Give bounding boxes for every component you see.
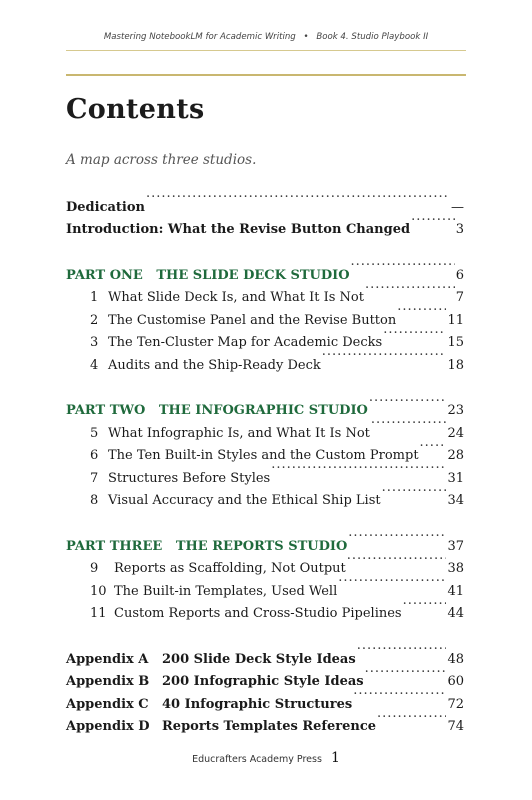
toc-page-number: 37 — [447, 538, 464, 554]
chapter-title: The Ten-Cluster Map for Academic Decks — [108, 335, 383, 350]
toc-page-number: 31 — [447, 470, 464, 486]
chapter-number: 8 — [90, 493, 99, 508]
dot-leader — [371, 414, 447, 437]
dot-leader — [420, 437, 447, 460]
toc-page-number: 15 — [447, 335, 464, 350]
page-title: Contents — [66, 94, 205, 125]
toc-page-number: 60 — [447, 674, 464, 689]
dot-leader — [146, 188, 450, 211]
toc-page-number: 24 — [447, 425, 464, 441]
dot-leader — [369, 392, 447, 415]
dot-leader — [347, 550, 447, 573]
dot-leader — [377, 708, 446, 731]
toc-part-three[interactable] — [66, 527, 464, 554]
chapter-title: What Infographic Is, and What It Is Not — [108, 425, 370, 441]
chapter-title: The Built-in Templates, Used Well — [114, 583, 338, 599]
appendix-label: Appendix A — [66, 651, 149, 667]
chapter-number: 11 — [90, 606, 107, 621]
toc-part-label: PART TWO THE INFOGRAPHIC STUDIO — [66, 403, 368, 418]
chapter-number: 1 — [90, 290, 99, 305]
header-book-title: Mastering NotebookLM for Academic Writing — [103, 32, 296, 42]
toc-page-number: 48 — [447, 651, 464, 667]
dot-leader — [322, 346, 447, 369]
dot-leader — [271, 459, 446, 482]
chapter-number: 9 — [90, 561, 99, 576]
toc-page-number: 34 — [447, 493, 464, 508]
toc-page-number: 38 — [447, 561, 464, 576]
appendix-label: Appendix B — [66, 674, 150, 689]
dot-leader — [365, 663, 447, 686]
appendix-title: 200 Slide Deck Style Ideas — [162, 651, 356, 667]
chapter-number: 10 — [90, 583, 107, 599]
chapter-number: 5 — [90, 425, 99, 441]
page-footer — [0, 750, 532, 766]
dot-leader — [411, 211, 455, 234]
toc-page-number: — — [451, 199, 464, 215]
chapter-number: 2 — [90, 312, 99, 328]
header-book-part: Book 4. Studio Playbook II — [316, 32, 429, 42]
footer-publisher: Educrafters Academy Press — [192, 754, 322, 765]
running-header — [66, 32, 466, 42]
footer-page-number: 1 — [330, 750, 340, 766]
appendix-title: 200 Infographic Style Ideas — [162, 674, 364, 689]
table-of-contents — [66, 188, 464, 734]
dot-leader — [383, 324, 446, 347]
toc-part-one[interactable] — [66, 256, 464, 283]
appendix-label: Appendix C — [66, 696, 149, 712]
toc-page-number: 6 — [455, 267, 464, 283]
toc-appendix-a[interactable] — [66, 640, 464, 667]
title-rule — [66, 74, 466, 76]
toc-page-number: 18 — [447, 357, 464, 373]
chapter-number: 7 — [90, 470, 99, 486]
header-rule — [66, 50, 466, 51]
dot-leader — [365, 279, 455, 302]
appendix-title: Reports Templates Reference — [162, 719, 377, 734]
page-subtitle: A map across three studios. — [66, 152, 257, 168]
toc-page-number: 41 — [447, 583, 464, 599]
toc-page-number: 23 — [447, 403, 464, 418]
dot-leader — [403, 595, 447, 618]
chapter-title: Visual Accuracy and the Ethical Ship List — [108, 493, 381, 508]
dot-leader — [357, 640, 447, 663]
toc-page-number: 44 — [447, 606, 464, 621]
toc-part-two[interactable] — [66, 392, 464, 418]
toc-page-number: 28 — [447, 448, 464, 463]
chapter-title: Reports as Scaffolding, Not Output — [114, 561, 346, 576]
toc-page-number: 74 — [447, 719, 464, 734]
toc-page-number: 7 — [455, 290, 464, 305]
chapter-title: The Customise Panel and the Revise Button — [108, 312, 397, 328]
dot-leader — [338, 572, 446, 595]
chapter-title: Custom Reports and Cross-Studio Pipelines — [114, 606, 402, 621]
toc-part-label: PART ONE THE SLIDE DECK STUDIO — [66, 267, 350, 283]
dot-leader — [351, 256, 455, 279]
chapter-number: 3 — [90, 335, 99, 350]
toc-entry-label: Introduction: What the Revise Button Changed — [66, 222, 411, 237]
toc-part-label: PART THREE THE REPORTS STUDIO — [66, 538, 348, 554]
toc-page-number: 3 — [455, 222, 464, 237]
chapter-title: The Ten Built-in Styles and the Custom Prompt — [108, 448, 419, 463]
chapter-title: What Slide Deck Is, and What It Is Not — [108, 290, 364, 305]
dot-leader — [382, 482, 447, 505]
toc-entry-dedication[interactable] — [66, 188, 464, 215]
dot-leader — [348, 527, 446, 550]
header-bullet: • — [303, 32, 309, 42]
dot-leader — [353, 685, 446, 708]
toc-entry-label: Dedication — [66, 199, 145, 215]
chapter-title: Audits and the Ship-Ready Deck — [108, 357, 321, 373]
appendix-label: Appendix D — [66, 719, 150, 734]
dot-leader — [397, 301, 446, 324]
chapter-number: 6 — [90, 448, 99, 463]
toc-page-number: 11 — [447, 312, 464, 328]
chapter-number: 4 — [90, 357, 99, 373]
toc-page-number: 72 — [447, 696, 464, 712]
chapter-title: Structures Before Styles — [108, 470, 271, 486]
appendix-title: 40 Infographic Structures — [162, 696, 353, 712]
